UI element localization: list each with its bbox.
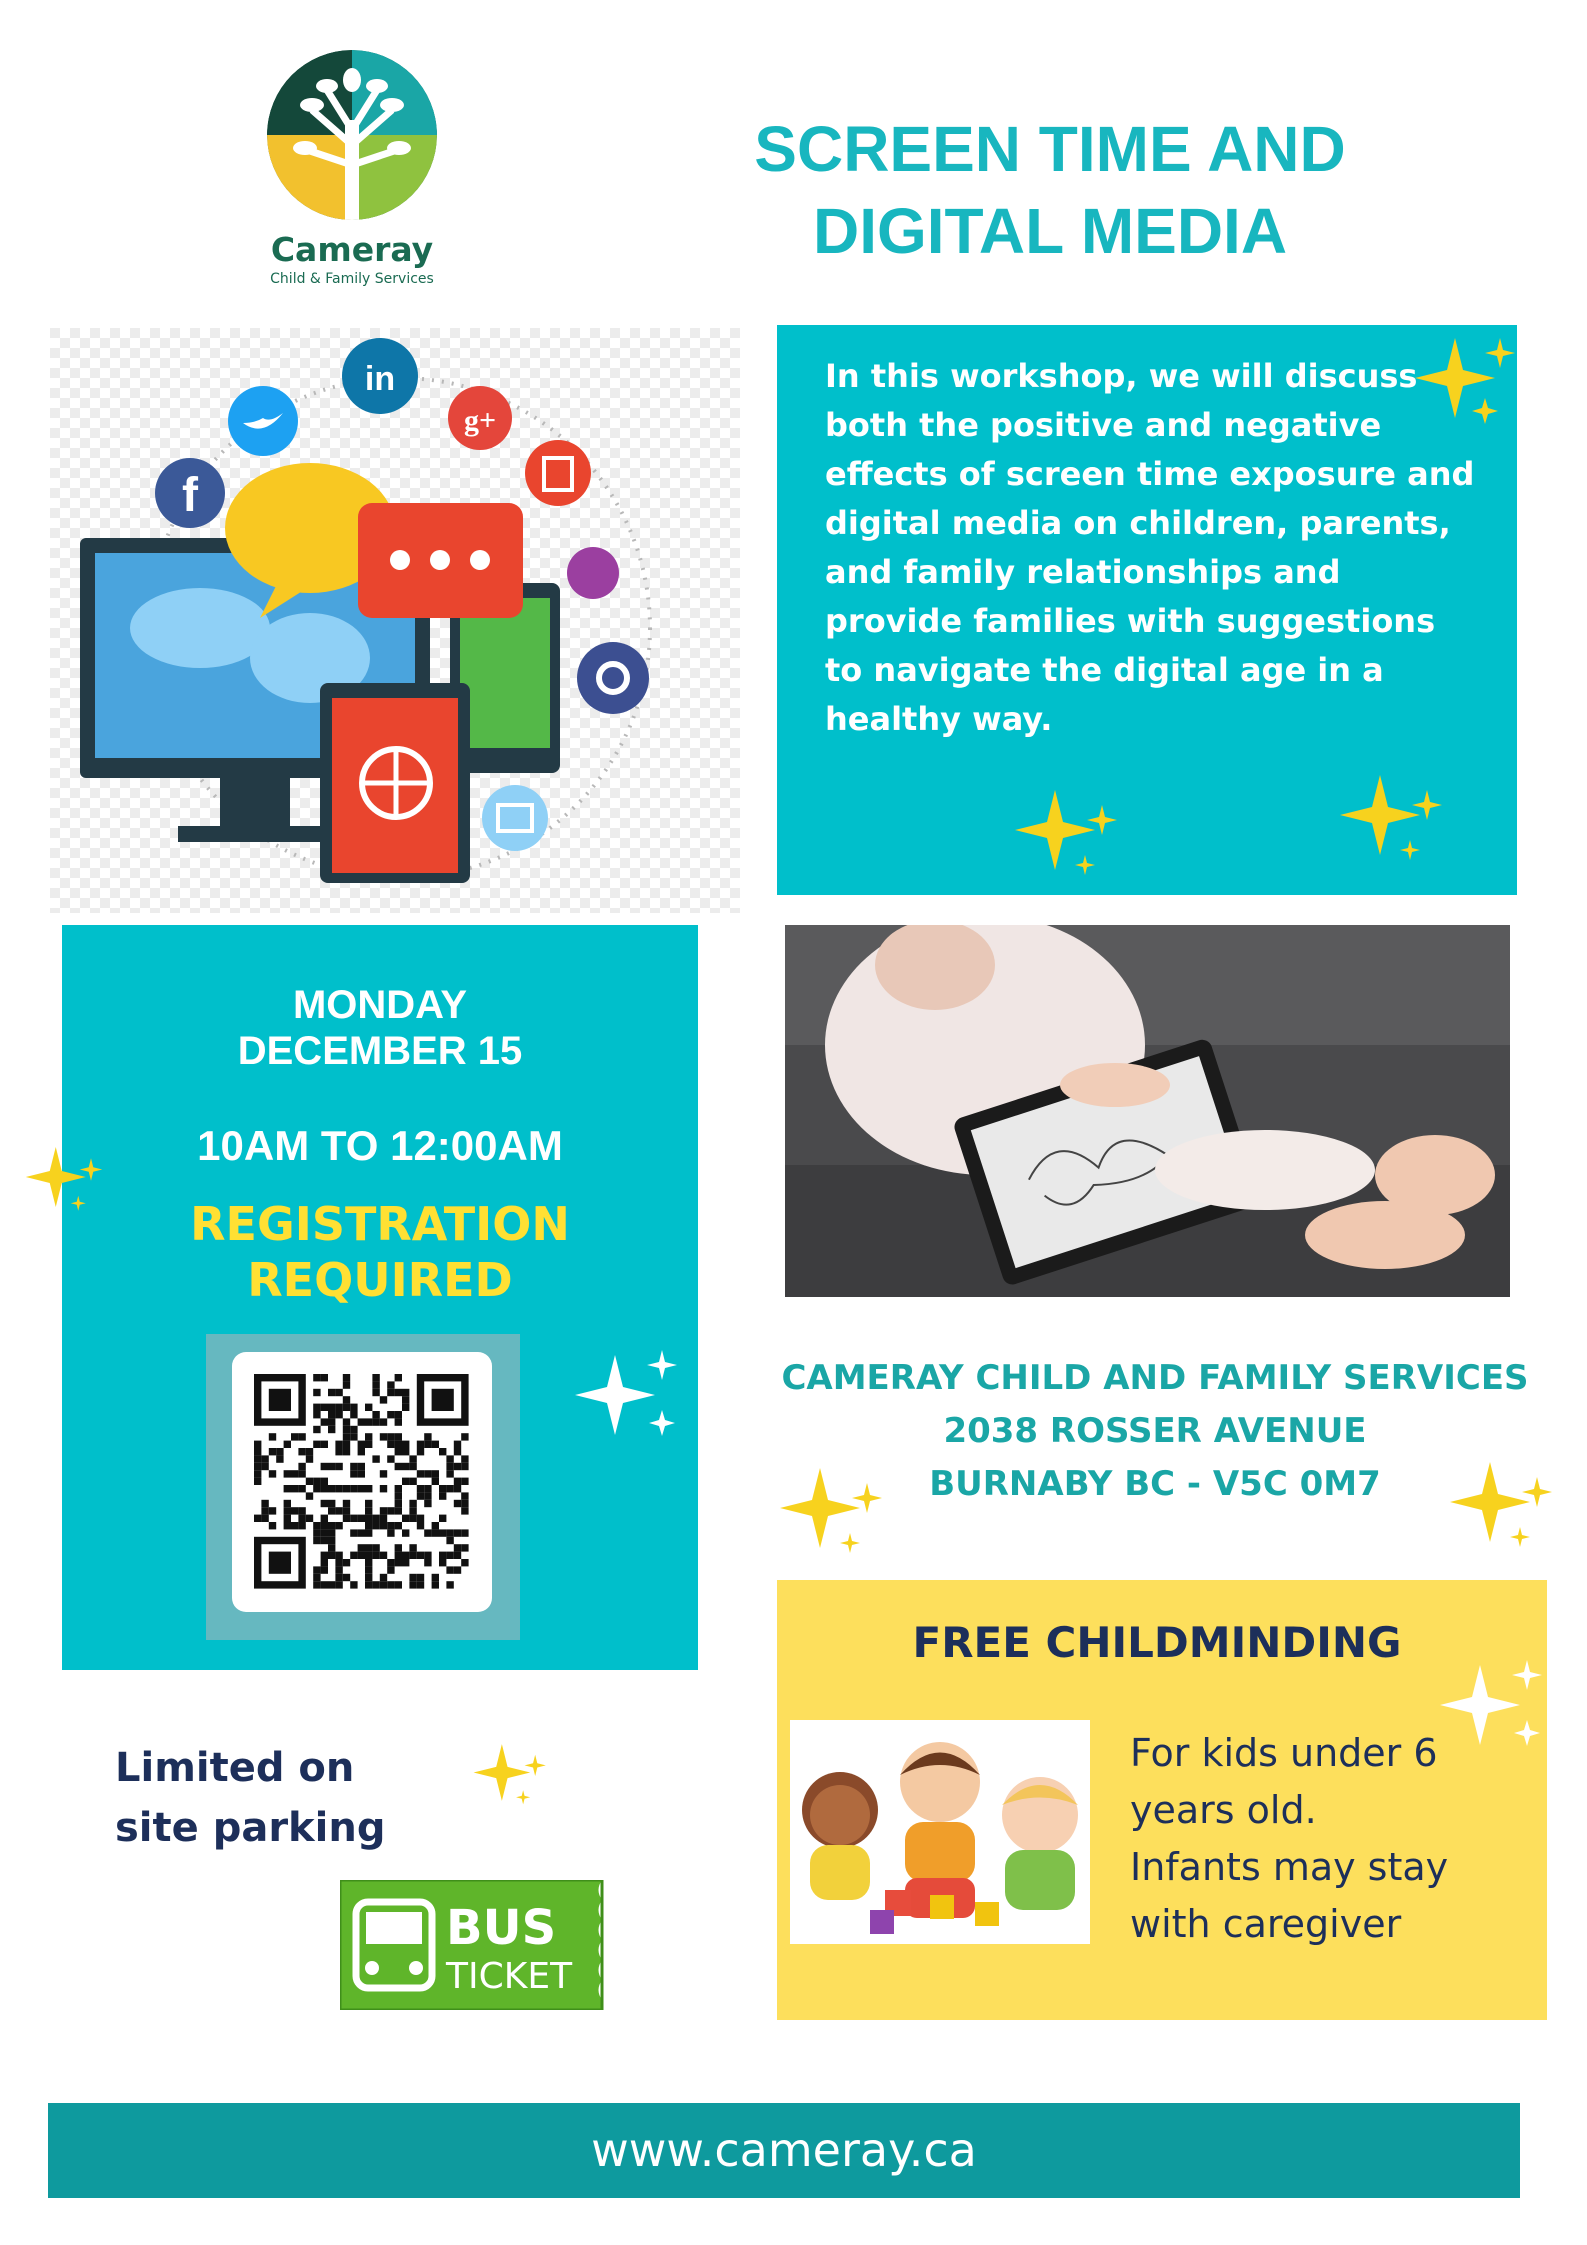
registration-line-1: REGISTRATION (190, 1197, 570, 1251)
childminding-line-2: years old. (1130, 1788, 1317, 1832)
page-title (700, 108, 1400, 272)
sparkle-icon (22, 1132, 112, 1222)
svg-text:in: in (364, 360, 396, 398)
sparkle-icon (1335, 755, 1455, 875)
childminding-title: FREE CHILDMINDING (912, 1618, 1402, 1667)
parking-notice (115, 1738, 515, 1858)
website-link[interactable]: www.cameray.ca (591, 2123, 977, 2177)
bus-ticket-word-1: BUS (446, 1900, 557, 1956)
event-time: 10AM TO 12:00AM (197, 1122, 563, 1169)
child-tablet-photo (785, 925, 1510, 1297)
parking-line-2: site parking (115, 1805, 386, 1851)
tree-logo-icon (267, 50, 437, 220)
digital-media-illustration (50, 328, 740, 913)
address-line-1: CAMERAY CHILD AND FAMILY SERVICES (781, 1358, 1529, 1398)
sparkle-icon (1435, 1645, 1555, 1765)
title-line-2: DIGITAL MEDIA (812, 195, 1288, 267)
childminding-line-1: For kids under 6 (1130, 1731, 1438, 1775)
title-line-1: SCREEN TIME AND (754, 113, 1346, 185)
event-day-label: MONDAY (292, 983, 468, 1027)
logo-subtitle: Child & Family Services (270, 271, 434, 287)
address-line-2: 2038 ROSSER AVENUE (943, 1411, 1367, 1451)
childminding-line-3: Infants may stay (1130, 1845, 1449, 1889)
parking-line-1: Limited on (115, 1745, 355, 1791)
svg-text:g+: g+ (463, 404, 497, 437)
svg-text:f: f (182, 469, 198, 522)
workshop-description: In this workshop, we will discuss both the positive and negative effects of screen time exposure and digital media on children, parents, and family relationships and provide families with suggestions to navigate the digital age in a healthy way. (825, 357, 1475, 738)
registration-notice (62, 1196, 698, 1308)
registration-qr-code[interactable] (232, 1352, 492, 1612)
kids-playing-illustration (790, 1720, 1090, 1944)
sparkle-icon (775, 1448, 895, 1568)
event-date (62, 982, 698, 1074)
bus-ticket-word-2: TICKET (446, 1956, 573, 1997)
sparkle-icon (1445, 1442, 1565, 1562)
sparkle-icon (1010, 770, 1130, 890)
registration-line-2: REQUIRED (247, 1253, 513, 1307)
sparkle-icon (1405, 318, 1525, 438)
cameray-logo (262, 50, 442, 287)
bus-ticket-icon (340, 1880, 615, 2010)
address-line-3: BURNABY BC - V5C 0M7 (929, 1464, 1381, 1504)
event-date-label: DECEMBER 15 (237, 1029, 523, 1073)
childminding-line-4: with caregiver (1130, 1902, 1402, 1946)
sparkle-icon (470, 1730, 555, 1815)
sparkle-icon (570, 1335, 690, 1455)
logo-name: Cameray (270, 230, 434, 269)
